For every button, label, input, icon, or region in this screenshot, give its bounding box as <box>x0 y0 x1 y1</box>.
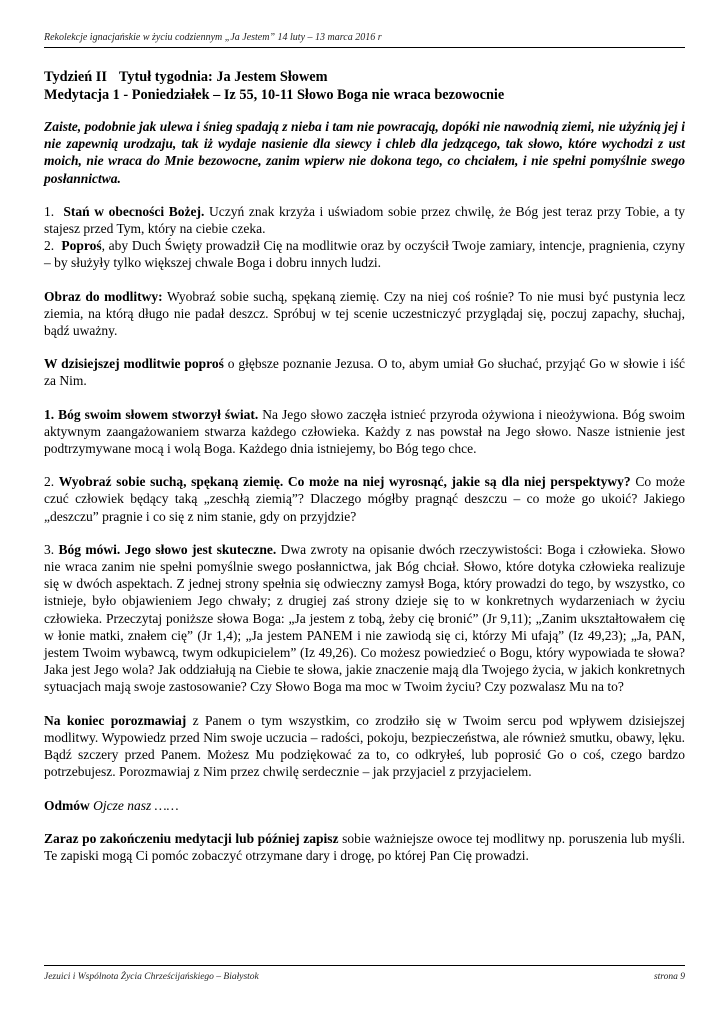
journal-paragraph <box>44 830 685 864</box>
prayer-image-heading: Obraz do modlitwy: <box>44 288 163 304</box>
step-2 <box>44 237 685 271</box>
journal-heading: Zaraz po zakończeniu medytacji lub później zapisz <box>44 830 339 846</box>
our-father-text: Ojcze nasz …… <box>89 797 179 813</box>
our-father-line <box>44 797 685 814</box>
page-number: strona 9 <box>653 972 685 982</box>
prayer-image-text: Wyobraź sobie suchą, spękaną ziemię. Czy na niej coś rośnie? To nie musi być pustynia lecz ziemia, na którą długo nie padał deszcz. Spróbuj w tej scenie uczestniczyć przyglądaj się, poczuj zapachy, słuchaj, bądź uważny. <box>44 288 685 339</box>
header-text: Rekolekcje ignacjańskie w życiu codziennym „Ja Jestem” 14 luty – 13 marca 2016 r <box>44 32 382 43</box>
petition-text: o głębsze poznanie Jezusa. O to, abym umiał Go słuchać, przyjąć Go w słowie i iść za Nim. <box>44 356 685 389</box>
step-1-heading: Stań w obecności Bożej. <box>63 203 205 219</box>
point-1 <box>44 406 685 458</box>
journal-text: sobie ważniejsze owoce tej modlitwy np. poruszenia lub myśli. Te zapiski mogą Ci pomóc zobaczyć otrzymane dary i drogę, po której Pan Cię prowadzi. <box>44 830 685 863</box>
scripture-motto: Zaiste, podobnie jak ulewa i śnieg spadają z nieba i tam nie powracają, dopóki nie nawodnią ziemi, nie użyźnią jej i nie zapewnią urodzaju, tak iż wydaje nasienie dla siewcy i chleb dla jedzącego, tak słowo, które wychodzi z ust moich, nie wraca do Mnie bezowocne, zanim wpierw nie dokona tego, co chciałem, i nie spełni pomyślnie swego posłannictwa. <box>44 119 685 186</box>
petition-paragraph <box>44 355 685 389</box>
point-1-heading: 1. Bóg swoim słowem stworzył świat. <box>44 406 259 422</box>
step-1-text: Uczyń znak krzyża i uświadom sobie przez chwilę, że Bóg jest teraz przy Tobie, a ty stajesz przed Tym, który na ciebie czeka. <box>44 203 685 237</box>
point-3 <box>44 541 685 696</box>
colloquy-heading: Na koniec porozmawiaj <box>44 712 187 728</box>
prayer-image-paragraph <box>44 288 685 340</box>
our-father-heading: Odmów <box>44 797 90 813</box>
point-3-number: 3. <box>44 541 59 557</box>
step-2-heading: Poproś <box>61 238 102 254</box>
point-3-heading: Bóg mówi. Jego słowo jest skuteczne. <box>58 541 277 557</box>
step-1 <box>44 203 685 237</box>
point-2-number: 2. <box>44 474 59 490</box>
point-1-text: Na Jego słowo zaczęła istnieć przyroda ożywiona i nieożywiona. Bóg swoim aktywnym zaangażowaniem stwarza każdego człowieka. Każdy z nas powstał na Jego słowo. Nasze istnienie jest podtrzymywane mocą i wolą Boga. Każdego dnia istniejemy, bo Bóg tego chce. <box>44 406 685 457</box>
point-2-heading: Wyobraź sobie suchą, spękaną ziemię. Co może na niej wyrosnąć, jakie są dla niej perspektywy? <box>58 474 631 490</box>
colloquy-text: z Panem o tym wszystkim, co zrodziło się w Twoim sercu pod wpływem dzisiejszej modlitwy. Wypowiedz przed Nim swoje uczucia – radości, pokoju, bezpieczeństwa, ale również smutku, obawy, lęku. Bądź szczery przed Panem. Możesz Mu podziękować za to, co odkryłeś, lub poprosić Go o coś, czego bardzo potrzebujesz. Porozmawiaj z Nim przez chwilę serdecznie – jak przyjaciel z przyjacielem. <box>44 712 685 780</box>
document-body <box>44 68 685 864</box>
step-2-text: , aby Duch Święty prowadził Cię na modlitwie oraz by oczyścił Twoje zamiary, intencje, pragnienia, czyny – by służyły tylko większej chwale Boga i dobru innych ludzi. <box>44 238 685 271</box>
meditation-title: Medytacja 1 - Poniedziałek – Iz 55, 10-11 Słowo Boga nie wraca bezowocnie <box>44 87 505 103</box>
petition-heading: W dzisiejszej modlitwie poproś <box>44 356 224 372</box>
page-header <box>44 32 685 48</box>
title-line-1 <box>44 68 685 86</box>
week-label: Tydzień II <box>44 69 107 85</box>
point-3-text: Dwa zwroty na opisanie dwóch rzeczywistości: Boga i człowieka. Słowo nie wraca zanim nie spełni pomyślnie swego posłannictwa, jak Bóg chciał. Słowo, które dotyka człowieka realizuje się w dwóch aspektach. Z jednej strony spełnia się odwieczny zamysł Boga, który prowadzi do tego, by wszystko, co istnieje, było objawieniem Jego chwały; z drugiej zaś strony dzieje się to w konkretnych wydarzeniach w życiu człowieka. Przeczytaj poniższe słowa Boga: „Ja jestem z tobą, żeby cię bronić” (Jr 9,11); „Zanim ukształtowałem cię w łonie matki, znałem cię” (Jr 1,4); „Ja jestem PANEM i nie zawiodą się ci, którzy Mi ufają” (Iz 49,23); „Ja, PAN, jestem Twoim wybawcą, twym odkupicielem” (Iz 49,26). Co możesz powiedzieć o Bogu, który wypowiada te słowa? Jaka jest Jego wola? Jak oddziałują na Ciebie te słowa, jakie znaczenie mają dla Twojego życia, w jakich konkretnych sytuacjach mają swoje zastosowanie? Czy Słowo Boga ma moc w Twoim życiu? Czy pozwalasz Mu na to? <box>44 541 685 695</box>
step-1-number: 1. <box>44 203 55 219</box>
step-2-number: 2. <box>44 238 55 254</box>
page-footer <box>44 965 685 982</box>
footer-organization: Jezuici i Wspólnota Życia Chrześcijańskiego – Białystok <box>44 972 259 982</box>
point-2-text: Co może czuć człowiek będący taką „zeschłą ziemią”? Dlaczego mógłby pragnąć deszczu – co może go ukoić? Jakiego „deszczu” pragnie i co się z nim stanie, gdy on przyjdzie? <box>44 474 686 524</box>
week-title: Tytuł tygodnia: Ja Jestem Słowem <box>118 69 328 85</box>
point-2 <box>44 473 685 525</box>
colloquy-paragraph <box>44 712 685 781</box>
